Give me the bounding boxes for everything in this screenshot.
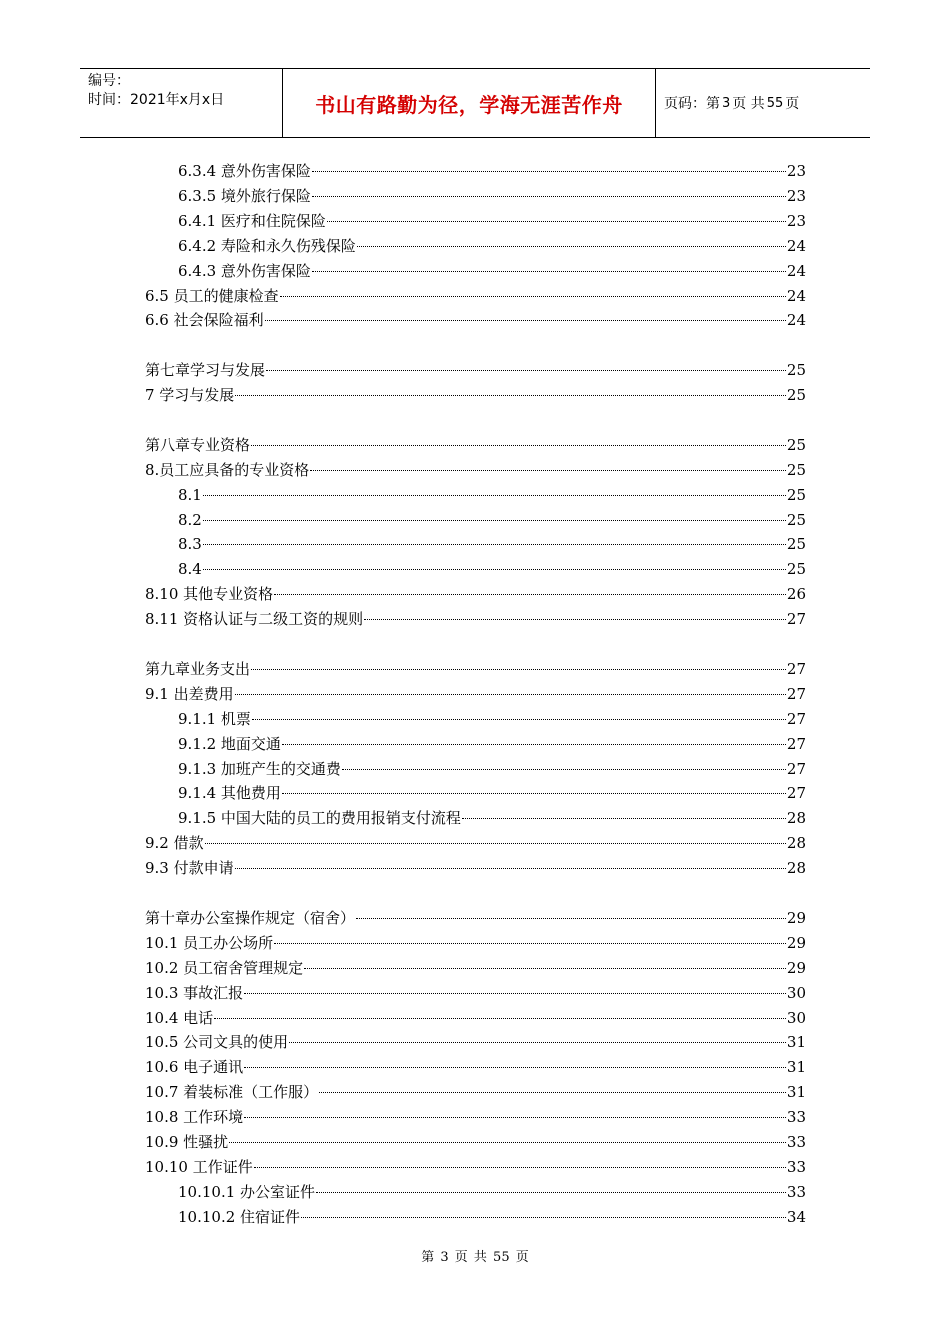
- toc-entry-page: 23: [786, 212, 806, 230]
- toc-entry[interactable]: [145, 658, 806, 680]
- toc-entry-page: 31: [786, 1083, 806, 1101]
- toc-entry-label: 6.4.2 寿险和永久伤残保险: [178, 237, 356, 255]
- toc-entry[interactable]: [178, 733, 806, 755]
- toc-entry[interactable]: [145, 832, 806, 854]
- toc-entry-label: 10.5 公司文具的使用: [145, 1033, 289, 1051]
- toc-dot-leader: [265, 320, 786, 321]
- toc-entry-label: 10.10 工作证件: [145, 1158, 253, 1176]
- toc-entry[interactable]: [145, 285, 806, 307]
- toc-entry-label: 9.1.5 中国大陆的员工的费用报销支付流程: [178, 809, 461, 827]
- toc-entry[interactable]: [145, 309, 806, 331]
- toc-entry-page: 33: [786, 1108, 806, 1126]
- page-current: 3: [722, 95, 731, 111]
- toc-dot-leader: [214, 1018, 786, 1019]
- toc-entry-label: 8.11 资格认证与二级工资的规则: [145, 610, 364, 628]
- toc-entry-page: 33: [786, 1158, 806, 1176]
- toc-entry-page: 27: [786, 610, 806, 628]
- toc-entry-page: 26: [786, 585, 806, 603]
- toc-entry-page: 27: [786, 784, 806, 802]
- toc-entry-label: 8.3: [178, 535, 202, 553]
- toc-dot-leader: [289, 1042, 786, 1043]
- toc-entry-page: 24: [786, 287, 806, 305]
- toc-entry-page: 34: [786, 1208, 806, 1226]
- toc-entry-label: 9.1.2 地面交通: [178, 735, 281, 753]
- toc-entry[interactable]: [145, 1131, 806, 1153]
- toc-entry-page: 33: [786, 1133, 806, 1151]
- toc-dot-leader: [304, 968, 786, 969]
- header-page-info: [656, 69, 870, 137]
- toc-entry-page: 25: [786, 461, 806, 479]
- toc-entry[interactable]: [145, 1081, 806, 1103]
- header-motto: 书山有路勤为径，学海无涯苦作舟: [282, 69, 656, 137]
- toc-dot-leader: [203, 544, 786, 545]
- toc-entry-label: 10.1 员工办公场所: [145, 934, 274, 952]
- toc-entry-label: 10.2 员工宿舍管理规定: [145, 959, 304, 977]
- toc-dot-leader: [282, 793, 786, 794]
- toc-entry-page: 30: [786, 984, 806, 1002]
- toc-entry[interactable]: [145, 384, 806, 406]
- toc-dot-leader: [244, 993, 786, 994]
- toc-dot-leader: [266, 370, 786, 371]
- toc-entry[interactable]: [145, 608, 806, 630]
- toc-entry-label: 8.员工应具备的专业资格: [145, 461, 310, 479]
- toc-entry-label: 6.5 员工的健康检查: [145, 287, 279, 305]
- toc-dot-leader: [356, 918, 786, 919]
- toc-entry[interactable]: [178, 807, 806, 829]
- toc-dot-leader: [203, 569, 786, 570]
- toc-entry-label: 6.4.3 意外伤害保险: [178, 262, 311, 280]
- toc-entry-page: 28: [786, 859, 806, 877]
- toc-dot-leader: [229, 1142, 786, 1143]
- toc-entry-page: 24: [786, 237, 806, 255]
- toc-entry-page: 25: [786, 386, 806, 404]
- toc-entry-label: 6.3.5 境外旅行保险: [178, 187, 311, 205]
- toc-dot-leader: [280, 296, 786, 297]
- toc-entry-page: 31: [786, 1033, 806, 1051]
- toc-entry[interactable]: [178, 160, 806, 182]
- page-suffix: 页: [785, 96, 800, 112]
- toc-entry-page: 25: [786, 436, 806, 454]
- toc-dot-leader: [312, 171, 786, 172]
- toc-entry[interactable]: [145, 982, 806, 1004]
- toc-entry-label: 10.7 着装标准（工作服）: [145, 1083, 319, 1101]
- toc-entry-page: 24: [786, 262, 806, 280]
- toc-entry[interactable]: [145, 1031, 806, 1053]
- header-meta: [80, 69, 282, 137]
- toc-entry[interactable]: [145, 1007, 806, 1029]
- toc-dot-leader: [319, 1092, 786, 1093]
- toc-entry[interactable]: [178, 210, 806, 232]
- toc-dot-leader: [205, 843, 786, 844]
- toc-entry-label: 9.1.3 加班产生的交通费: [178, 760, 341, 778]
- toc-dot-leader: [235, 395, 786, 396]
- toc-entry[interactable]: [178, 260, 806, 282]
- toc-dot-leader: [252, 719, 786, 720]
- toc-entry[interactable]: [178, 1206, 806, 1228]
- toc-entry-page: 33: [786, 1183, 806, 1201]
- toc-dot-leader: [316, 1192, 786, 1193]
- toc-entry-page: 28: [786, 834, 806, 852]
- toc-entry-label: 10.4 电话: [145, 1009, 214, 1027]
- toc-entry[interactable]: [145, 1106, 806, 1128]
- page-footer: 第 3 页 共 55 页: [421, 1250, 529, 1265]
- page-mid: 页 共: [732, 96, 765, 112]
- toc-entry-label: 10.9 性骚扰: [145, 1133, 229, 1151]
- toc-entry[interactable]: [178, 235, 806, 257]
- page-prefix: 页码：第: [664, 96, 720, 112]
- toc-entry-page: 27: [786, 710, 806, 728]
- toc-entry-label: 6.3.4 意外伤害保险: [178, 162, 311, 180]
- toc-dot-leader: [310, 470, 786, 471]
- page-header: [80, 68, 870, 138]
- toc-entry[interactable]: [145, 434, 806, 456]
- toc-entry[interactable]: [145, 857, 806, 879]
- toc-entry-page: 24: [786, 311, 806, 329]
- toc-entry-label: 9.2 借款: [145, 834, 204, 852]
- toc-dot-leader: [312, 271, 786, 272]
- toc-entry-label: 第十章办公室操作规定（宿舍）: [145, 909, 356, 927]
- toc-entry-page: 25: [786, 511, 806, 529]
- toc-entry-page: 27: [786, 760, 806, 778]
- toc-entry[interactable]: [145, 583, 806, 605]
- page-total: 55: [766, 95, 784, 111]
- toc-entry[interactable]: [178, 533, 806, 555]
- toc-entry-page: 23: [786, 187, 806, 205]
- toc-entry-label: 9.1.4 其他费用: [178, 784, 281, 802]
- time-label: 时间：2021年x月x日: [88, 92, 225, 108]
- toc-entry[interactable]: [145, 683, 806, 705]
- toc-entry[interactable]: [178, 484, 806, 506]
- toc-entry-page: 27: [786, 685, 806, 703]
- toc-dot-leader: [274, 943, 786, 944]
- toc-entry-page: 29: [786, 909, 806, 927]
- toc-entry-page: 27: [786, 735, 806, 753]
- toc-entry-page: 28: [786, 809, 806, 827]
- toc-entry-label: 10.3 事故汇报: [145, 984, 244, 1002]
- toc-entry-label: 8.10 其他专业资格: [145, 585, 274, 603]
- toc-entry-page: 30: [786, 1009, 806, 1027]
- toc-entry-label: 9.3 付款申请: [145, 859, 234, 877]
- toc-dot-leader: [244, 1117, 786, 1118]
- toc-dot-leader: [282, 744, 786, 745]
- toc-entry-page: 25: [786, 560, 806, 578]
- toc-entry[interactable]: [145, 1156, 806, 1178]
- toc-entry[interactable]: [178, 782, 806, 804]
- toc-entry-label: 8.1: [178, 486, 202, 504]
- toc-entry-page: 25: [786, 535, 806, 553]
- toc-entry-page: 25: [786, 486, 806, 504]
- serial-label: 编号：: [88, 73, 130, 89]
- toc-dot-leader: [235, 694, 786, 695]
- toc-entry-label: 8.4: [178, 560, 202, 578]
- toc-entry-label: 第八章专业资格: [145, 436, 251, 454]
- toc-dot-leader: [364, 619, 786, 620]
- toc-entry-label: 第九章业务支出: [145, 660, 251, 678]
- toc-entry-page: 25: [786, 361, 806, 379]
- toc-entry-page: 27: [786, 660, 806, 678]
- toc-dot-leader: [342, 769, 786, 770]
- toc-entry-label: 10.6 电子通讯: [145, 1058, 244, 1076]
- toc-entry-label: 6.6 社会保险福利: [145, 311, 264, 329]
- toc-entry-label: 8.2: [178, 511, 202, 529]
- toc-entry[interactable]: [145, 359, 806, 381]
- toc-entry-label: 6.4.1 医疗和住院保险: [178, 212, 326, 230]
- toc-dot-leader: [254, 1167, 786, 1168]
- toc-entry-page: 29: [786, 959, 806, 977]
- toc-dot-leader: [251, 669, 786, 670]
- toc-entry-label: 10.10.2 住宿证件: [178, 1208, 301, 1226]
- toc-entry-label: 10.10.1 办公室证件: [178, 1183, 316, 1201]
- toc-entry[interactable]: [145, 932, 806, 954]
- toc-entry-label: 第七章学习与发展: [145, 361, 266, 379]
- toc-entry-label: 10.8 工作环境: [145, 1108, 244, 1126]
- toc-entry-label: 7 学习与发展: [145, 386, 235, 404]
- toc-entry[interactable]: [145, 957, 806, 979]
- toc-entry[interactable]: [178, 558, 806, 580]
- toc-dot-leader: [244, 1067, 786, 1068]
- toc-entry[interactable]: [178, 185, 806, 207]
- toc-entry[interactable]: [178, 1181, 806, 1203]
- toc-entry-label: 9.1.1 机票: [178, 710, 251, 728]
- toc-dot-leader: [312, 196, 786, 197]
- toc-entry[interactable]: [178, 708, 806, 730]
- toc-entry[interactable]: [145, 1056, 806, 1078]
- toc-dot-leader: [251, 445, 786, 446]
- toc-dot-leader: [274, 594, 786, 595]
- toc-dot-leader: [357, 246, 786, 247]
- toc-entry[interactable]: [178, 758, 806, 780]
- toc-dot-leader: [203, 520, 786, 521]
- toc-dot-leader: [203, 495, 786, 496]
- toc-entry-label: 9.1 出差费用: [145, 685, 234, 703]
- toc-dot-leader: [301, 1217, 786, 1218]
- toc-entry[interactable]: [145, 459, 806, 481]
- toc-dot-leader: [462, 818, 786, 819]
- toc-entry-page: 23: [786, 162, 806, 180]
- toc-dot-leader: [327, 221, 786, 222]
- toc-entry-page: 31: [786, 1058, 806, 1076]
- toc-entry-page: 29: [786, 934, 806, 952]
- toc-dot-leader: [235, 868, 786, 869]
- toc-entry[interactable]: [178, 509, 806, 531]
- toc-entry[interactable]: [145, 907, 806, 929]
